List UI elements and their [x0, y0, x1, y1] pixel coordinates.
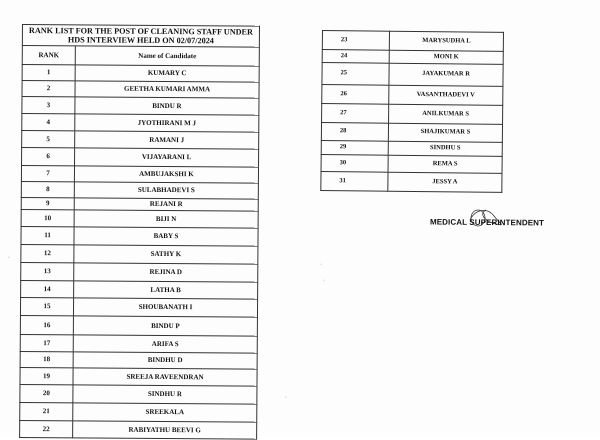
- table-row: [20, 351, 257, 369]
- rank-cell: 8: [21, 181, 74, 197]
- candidate-name-cell: GEETHA KUMARI AMMA: [75, 81, 259, 98]
- candidate-name-cell: JYOTHIRANI M J: [75, 114, 259, 132]
- table-row: [22, 114, 259, 133]
- right-table-body: [321, 31, 504, 193]
- rank-cell: 28: [321, 123, 388, 142]
- rank-cell: 10: [21, 209, 74, 226]
- rank-cell: 25: [322, 63, 389, 86]
- candidate-name-cell: SHAJIKUMAR S: [388, 123, 502, 142]
- candidate-name-cell: AMBUJAKSHI K: [74, 166, 258, 183]
- table-row: [322, 104, 503, 125]
- table-row: [20, 334, 257, 353]
- rank-column-header: RANK: [22, 46, 75, 65]
- rank-cell: 5: [22, 131, 75, 148]
- rank-cell: 13: [21, 262, 74, 280]
- candidate-name-cell: SINDHU R: [73, 385, 257, 404]
- candidate-name-cell: SREEJA RAVEENDRAN: [73, 368, 257, 386]
- name-column-header: Name of Candidate: [75, 46, 259, 66]
- candidate-name-cell: SATHY K: [74, 245, 258, 264]
- table-row: [20, 367, 257, 386]
- candidate-name-cell: REJINA D: [74, 263, 258, 282]
- rank-cell: 15: [20, 297, 73, 315]
- rank-cell: 31: [321, 171, 388, 191]
- table-row: [322, 31, 503, 52]
- candidate-name-cell: MARYSUDHA L: [389, 31, 503, 51]
- title-line-2: HDS INTERVIEW HELD ON 02/07/2024: [67, 35, 214, 46]
- rank-list-table-left: [19, 24, 260, 440]
- rank-cell: 11: [21, 226, 74, 244]
- table-row: [22, 81, 259, 99]
- candidate-name-cell: VASANTHADEVI V: [389, 85, 503, 105]
- table-row: [21, 181, 258, 199]
- candidate-name-cell: BINDHU D: [73, 352, 257, 369]
- table-row: [22, 65, 259, 83]
- table-row: [321, 171, 502, 192]
- candidate-name-cell: RAMANI J: [75, 131, 259, 149]
- candidate-name-cell: RABIYATHU BEEVI G: [73, 421, 257, 439]
- title-line-1: RANK LIST FOR THE POST OF CLEANING STAFF UNDER: [28, 26, 253, 37]
- candidate-name-cell: REMA S: [388, 155, 502, 173]
- table-row: [321, 154, 502, 173]
- candidate-name-cell: REJANI R: [74, 198, 258, 211]
- candidate-name-cell: ANILKUMAR S: [389, 104, 503, 124]
- rank-cell: 26: [322, 85, 389, 105]
- table-row: [322, 63, 503, 87]
- rank-cell: 20: [20, 384, 73, 402]
- rank-cell: 19: [20, 367, 73, 384]
- rank-cell: 3: [22, 97, 75, 114]
- rank-cell: 27: [322, 104, 389, 124]
- rank-cell: 4: [22, 114, 75, 131]
- rank-cell: 30: [321, 154, 388, 172]
- rank-cell: 2: [22, 81, 75, 97]
- table-row: [21, 262, 258, 282]
- scan-speck: ·: [320, 262, 322, 268]
- candidate-name-cell: BINDU P: [73, 316, 257, 336]
- rank-cell: 23: [322, 31, 389, 51]
- rank-cell: 12: [21, 244, 74, 262]
- table-row: [20, 420, 257, 439]
- rank-cell: 7: [21, 166, 74, 182]
- candidate-name-cell: SINDHU S: [388, 141, 502, 156]
- table-row: [22, 131, 259, 150]
- candidate-name-cell: MONI K: [389, 50, 503, 64]
- table-row: [22, 148, 259, 168]
- rank-cell: 16: [20, 315, 73, 334]
- table-row: [21, 226, 258, 246]
- candidate-name-cell: VIJAYARANI L: [75, 148, 259, 167]
- scan-speck: ·: [8, 255, 10, 261]
- left-table-body: [20, 65, 260, 440]
- rank-list-table-right: [320, 30, 504, 193]
- table-row: [322, 85, 503, 106]
- rank-cell: 22: [20, 420, 73, 437]
- table-row: [21, 209, 258, 228]
- scan-speck: ·: [285, 395, 287, 401]
- table-row: [21, 244, 258, 264]
- table-row: [21, 280, 258, 299]
- rank-cell: 24: [322, 50, 389, 64]
- table-title: [22, 25, 259, 48]
- candidate-name-cell: SHOUBANATH I: [73, 298, 257, 317]
- candidate-name-cell: JESSY A: [388, 172, 502, 192]
- candidate-name-cell: SREEKALA: [73, 403, 257, 422]
- table-row: [20, 384, 257, 404]
- candidate-name-cell: BABY S: [74, 227, 258, 246]
- table-row: [21, 166, 258, 184]
- rank-cell: 6: [22, 148, 75, 166]
- rank-cell: 14: [21, 280, 74, 297]
- scan-speck: ·: [323, 278, 325, 284]
- table-row: [20, 315, 257, 336]
- candidate-name-cell: ARIFA S: [73, 335, 257, 353]
- rank-cell: 1: [22, 65, 75, 81]
- candidate-name-cell: JAYAKUMAR R: [389, 63, 503, 86]
- candidate-name-cell: LATHA B: [74, 281, 258, 299]
- table-row: [20, 297, 257, 317]
- table-row: [22, 97, 259, 116]
- rank-cell: 17: [20, 334, 73, 351]
- signature-title: MEDICAL SUPERINTENDENT: [429, 217, 545, 228]
- candidate-name-cell: KUMARY C: [75, 65, 259, 82]
- candidate-name-cell: BIJI N: [74, 210, 258, 228]
- rank-cell: 21: [20, 402, 73, 420]
- rank-cell: 9: [21, 197, 74, 209]
- candidate-name-cell: SULABHADEVI S: [74, 182, 258, 199]
- table-row: [20, 402, 257, 422]
- table-row: [321, 123, 502, 143]
- candidate-name-cell: BINDU R: [75, 97, 259, 115]
- rank-cell: 29: [321, 140, 388, 155]
- rank-cell: 18: [20, 351, 73, 367]
